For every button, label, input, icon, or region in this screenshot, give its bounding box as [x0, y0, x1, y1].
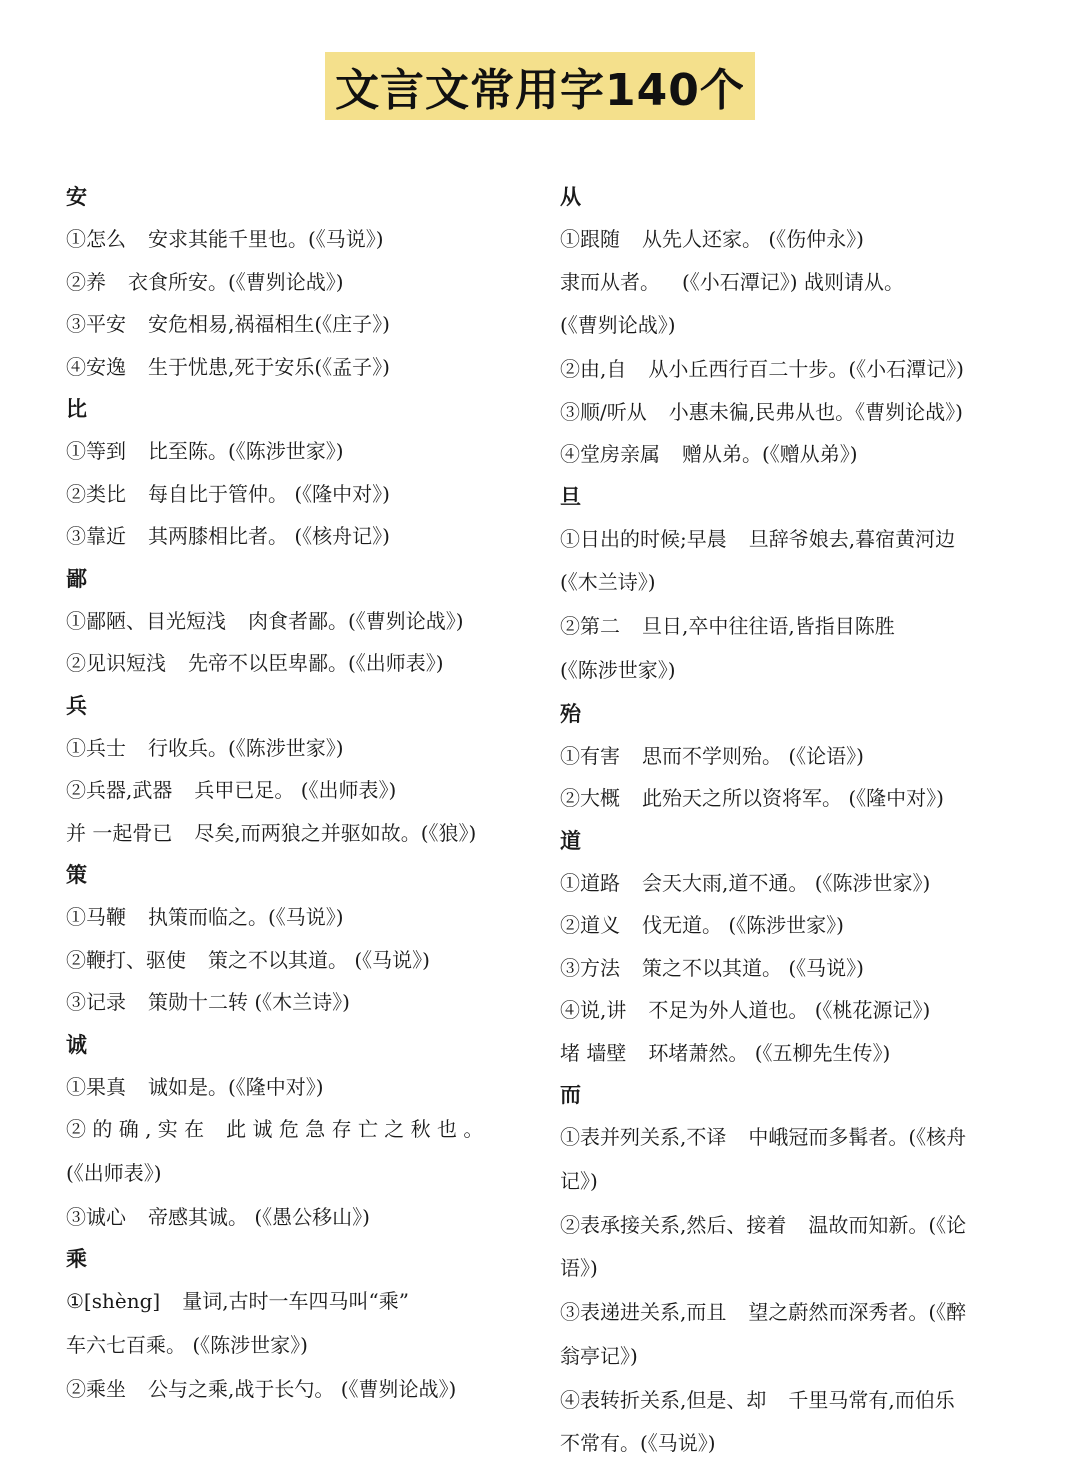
entry-line: [560, 989, 1020, 1032]
example-text: 每自比于管仲。 (《隆中对》): [148, 481, 390, 506]
entry-line: [560, 1291, 1020, 1334]
sense-label: ②鞭打、驱使: [66, 947, 186, 972]
sense-label: ③平安: [66, 312, 126, 336]
example-text: 千里马常有,而伯乐: [788, 1387, 955, 1412]
entry-line: [560, 1116, 1020, 1159]
example-text: 执策而临之。(《马说》): [148, 905, 344, 929]
entry-line: [560, 947, 1020, 990]
sense-label: ②大概: [560, 786, 620, 810]
entry-line: [560, 605, 1020, 648]
sense-label: ③顺/听从: [560, 399, 647, 424]
sense-label: ①日出的时候;早晨: [560, 526, 727, 551]
entry-continuation: 翁亭记》): [560, 1343, 638, 1368]
sense-label: ③靠近: [66, 524, 126, 548]
sense-label: ②见识短浅: [66, 651, 166, 675]
entry-continuation: (《陈涉世家》): [560, 657, 676, 682]
entry-line: [66, 218, 536, 261]
entry-line: [560, 1032, 1020, 1075]
example-text: 生于忧患,死于安乐(《孟子》): [148, 354, 390, 379]
sense-label: ①有害: [560, 743, 620, 768]
entry-line: [66, 261, 536, 304]
example-text: 旦辞爷娘去,暮宿黄河边: [748, 526, 956, 551]
example-text: 安危相易,祸福相生(《庄子》): [148, 312, 390, 336]
sense-label: ①怎么: [66, 227, 126, 251]
sense-label: ②养: [66, 269, 106, 294]
example-text: 帝感其诚。 (《愚公移山》): [148, 1204, 370, 1229]
example-text: 其两膝相比者。 (《核舟记》): [148, 524, 390, 548]
sense-label: ② 的 确 , 实 在: [66, 1117, 205, 1141]
example-text: 望之蔚然而深秀者。(《醉: [748, 1300, 967, 1324]
example-text: 从先人还家。 (《伤仲永》): [642, 227, 864, 251]
sense-label: ③表递进关系,而且: [560, 1300, 727, 1324]
entry-line: [66, 473, 536, 516]
sense-label: 隶而从者。: [560, 269, 660, 294]
entry-line: [66, 939, 536, 982]
entry-line: [66, 1368, 536, 1411]
example-text: 兵甲已足。 (《出师表》): [194, 778, 397, 802]
example-text: 肉食者鄙。(《曹刿论战》): [248, 608, 464, 633]
example-text: 思而不学则殆。 (《论语》): [642, 743, 864, 768]
entry-heading: 从: [560, 184, 581, 209]
example-text: 此殆天之所以资将军。 (《隆中对》): [642, 786, 944, 810]
entry-line: [560, 218, 1020, 261]
entry-line: [66, 1066, 536, 1109]
example-text: 会天大雨,道不通。 (《陈涉世家》): [642, 870, 931, 895]
entry-continuation: (《木兰诗》): [560, 570, 656, 594]
title-wrap: [0, 52, 1080, 120]
entry-line: [66, 303, 536, 346]
sense-label: ④表转折关系,但是、却: [560, 1387, 767, 1412]
entry-line: [66, 727, 536, 770]
example-text: 安求其能千里也。(《马说》): [148, 227, 384, 251]
sense-label: ①兵士: [66, 735, 126, 760]
entry-line: [560, 518, 1020, 561]
example-text: 行收兵。(《陈涉世家》): [148, 735, 344, 760]
example-text: 量词,古时一车四马叫“乘”: [182, 1289, 410, 1313]
sense-label: ④说,讲: [560, 998, 627, 1022]
entry-continuation: 记》): [560, 1168, 598, 1193]
sense-label: ①鄙陋、目光短浅: [66, 608, 226, 633]
entry-continuation: (《出师表》): [66, 1160, 162, 1185]
example-text: 温故而知新。(《论: [808, 1212, 967, 1237]
entry-continuation: 语》): [560, 1256, 598, 1280]
sense-label: ④堂房亲属: [560, 442, 660, 466]
sense-label: ②第二: [560, 614, 620, 638]
entry-line: [560, 904, 1020, 947]
example-text: 中峨冠而多髯者。(《核舟: [748, 1125, 967, 1149]
example-text: 从小丘西行百二十步。(《小石潭记》): [648, 357, 964, 381]
entry-line: [66, 769, 536, 812]
example-text: 尽矣,而两狼之并驱如故。(《狼》): [194, 820, 477, 845]
sense-label: ①跟随: [560, 227, 620, 251]
entry-continuation: 不常有。(《马说》): [560, 1431, 716, 1455]
entry-heading: 比: [66, 396, 87, 421]
sense-label: 堵 墙壁: [560, 1040, 627, 1065]
example-text: 赠从弟。(《赠从弟》): [682, 442, 858, 466]
entry-line: [66, 515, 536, 558]
sense-label: ③记录: [66, 990, 126, 1014]
entry-heading: 殆: [560, 700, 581, 726]
entry-continuation: (《曹刿论战》): [560, 313, 676, 337]
example-text: 比至陈。(《陈涉世家》): [148, 439, 344, 463]
left-column: [66, 176, 536, 1410]
sense-label: ②类比: [66, 481, 126, 506]
sense-label: ②乘坐: [66, 1376, 126, 1401]
entry-line: [66, 642, 536, 685]
entry-line: [66, 812, 536, 855]
entry-line: [560, 348, 1020, 391]
page-title: 文言文常用字140个: [325, 52, 755, 120]
entry-line: [66, 1196, 536, 1239]
entry-heading: 策: [66, 862, 87, 887]
example-text: 伐无道。 (《陈涉世家》): [642, 913, 844, 937]
entry-line: [66, 1108, 536, 1151]
entry-heading: 道: [560, 827, 581, 853]
entry-line: [66, 346, 536, 389]
example-text: 衣食所安。(《曹刿论战》): [128, 269, 344, 294]
entry-line: [560, 862, 1020, 905]
entry-heading: 安: [66, 184, 87, 209]
sense-label: ①等到: [66, 439, 126, 463]
sense-label: 并 一起骨已: [66, 820, 173, 845]
entry-heading: 兵: [66, 692, 87, 718]
sense-label: ②兵器,武器: [66, 778, 173, 802]
example-text: 旦日,卒中往往语,皆指目陈胜: [642, 614, 895, 638]
entry-line: [66, 1280, 536, 1323]
entry-line: [560, 261, 1020, 304]
entry-heading: 鄙: [66, 565, 87, 591]
example-text: 公与之乘,战于长勺。 (《曹刿论战》): [148, 1376, 457, 1401]
entry-line: [66, 896, 536, 939]
example-text: 小惠未徧,民弗从也。《曹刿论战》): [668, 399, 963, 424]
entry-continuation: 车六七百乘。 (《陈涉世家》): [66, 1332, 308, 1357]
sense-label: ①[shèng]: [66, 1289, 161, 1313]
sense-label: ①道路: [560, 870, 620, 895]
sense-label: ④安逸: [66, 354, 126, 379]
example-text: 此 诚 危 急 存 亡 之 秋 也 。: [226, 1117, 484, 1141]
sense-label: ①表并列关系,不译: [560, 1125, 727, 1149]
entry-heading: 旦: [560, 483, 581, 509]
entry-line: [560, 1379, 1020, 1422]
example-text: 环堵萧然。 (《五柳先生传》): [648, 1040, 891, 1065]
example-text: 策之不以其道。 (《马说》): [642, 955, 864, 980]
entry-heading: 乘: [66, 1246, 87, 1271]
right-column: [560, 176, 1020, 1466]
sense-label: ②表承接关系,然后、接着: [560, 1212, 787, 1237]
sense-label: ①马鞭: [66, 905, 126, 929]
example-text: (《小石潭记》) 战则请从。: [682, 269, 904, 294]
entry-line: [66, 981, 536, 1024]
sense-label: ①果真: [66, 1074, 126, 1099]
entry-line: [66, 600, 536, 643]
entry-line: [560, 1204, 1020, 1247]
example-text: 不足为外人道也。 (《桃花源记》): [648, 998, 931, 1022]
entry-line: [560, 735, 1020, 778]
sense-label: ②由,自: [560, 357, 627, 381]
entry-heading: 诚: [66, 1031, 87, 1057]
example-text: 诚如是。(《隆中对》): [148, 1074, 324, 1099]
example-text: 策之不以其道。 (《马说》): [208, 947, 430, 972]
example-text: 先帝不以臣卑鄙。(《出师表》): [188, 651, 444, 675]
sense-label: ③方法: [560, 955, 620, 980]
entry-line: [560, 777, 1020, 820]
entry-heading: 而: [560, 1082, 581, 1107]
sense-label: ③诚心: [66, 1204, 126, 1229]
example-text: 策勋十二转 (《木兰诗》): [148, 990, 350, 1014]
entry-line: [560, 433, 1020, 476]
sense-label: ②道义: [560, 913, 620, 937]
entry-line: [66, 430, 536, 473]
entry-line: [560, 391, 1020, 434]
